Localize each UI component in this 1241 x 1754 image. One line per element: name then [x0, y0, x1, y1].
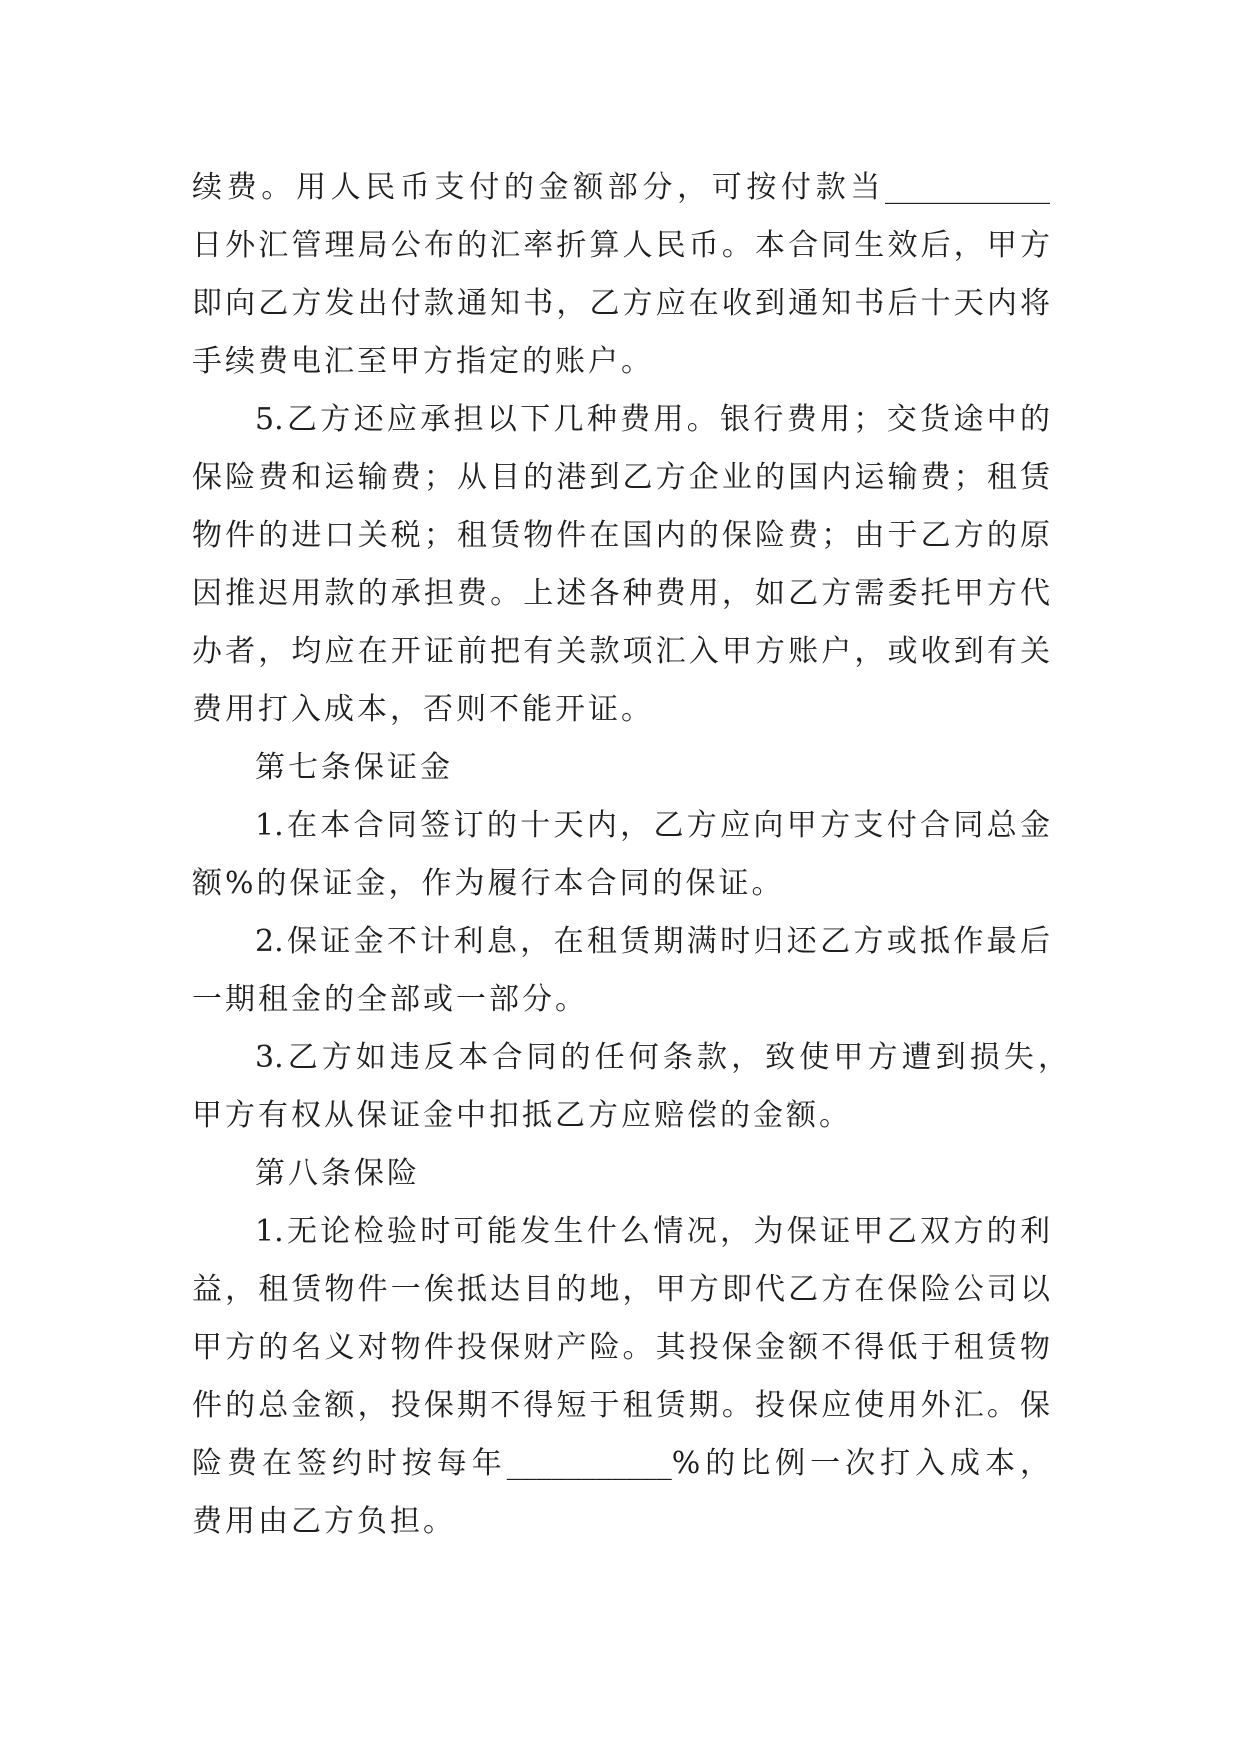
text-line: 1.在本合同签订的十天内，乙方应向甲方支付合同总金 — [255, 808, 1050, 843]
text-line: 2.保证金不计利息，在租赁期满时归还乙方或抵作最后 — [255, 924, 1050, 959]
text-line: 续费。用人民币支付的金额部分，可按付款当___________ — [192, 170, 1050, 205]
text-line: 一期租金的全部或一部分。 — [192, 982, 588, 1017]
text-line: 件的总金额，投保期不得短于租赁期。投保应使用外汇。保 — [192, 1388, 1050, 1423]
text-line: 办者，均应在开证前把有关款项汇入甲方账户，或收到有关 — [192, 634, 1050, 669]
section-heading: 第七条保证金 — [255, 750, 453, 785]
text-line: 险费在签约时按每年___________%的比例一次打入成本， — [192, 1446, 1050, 1481]
text-line: 甲方的名义对物件投保财产险。其投保金额不得低于租赁物 — [192, 1330, 1050, 1365]
paragraph-fee-payment-continued — [192, 159, 1050, 391]
text-line: 益，租赁物件一俟抵达目的地，甲方即代乙方在保险公司以 — [192, 1272, 1050, 1307]
text-line: 物件的进口关税；租赁物件在国内的保险费；由于乙方的原 — [192, 518, 1050, 553]
paragraph-clause-5 — [192, 391, 1050, 739]
text-line: 甲方有权从保证金中扣抵乙方应赔偿的金额。 — [192, 1098, 852, 1133]
text-line: 因推迟用款的承担费。上述各种费用，如乙方需委托甲方代 — [192, 576, 1050, 611]
text-line: 手续费电汇至甲方指定的账户。 — [192, 344, 654, 379]
paragraph-article-8-clause-1 — [192, 1203, 1050, 1551]
text-line: 保险费和运输费；从目的港到乙方企业的国内运输费；租赁 — [192, 460, 1050, 495]
document-body — [192, 159, 1068, 1551]
text-line: 5.乙方还应承担以下几种费用。银行费用；交货途中的 — [255, 402, 1050, 437]
section-heading-article-8 — [192, 1145, 1050, 1203]
paragraph-article-7-clause-1 — [192, 797, 1050, 913]
text-line: 3.乙方如违反本合同的任何条款，致使甲方遭到损失， — [255, 1040, 1068, 1075]
paragraph-article-7-clause-3 — [192, 1029, 1068, 1145]
text-line: 费用由乙方负担。 — [192, 1504, 456, 1539]
text-line: 日外汇管理局公布的汇率折算人民币。本合同生效后，甲方 — [192, 228, 1050, 263]
text-line: 费用打入成本，否则不能开证。 — [192, 692, 654, 727]
text-line: 1.无论检验时可能发生什么情况，为保证甲乙双方的利 — [255, 1214, 1050, 1249]
section-heading-article-7 — [192, 739, 1050, 797]
paragraph-article-7-clause-2 — [192, 913, 1050, 1029]
text-line: 即向乙方发出付款通知书，乙方应在收到通知书后十天内将 — [192, 286, 1050, 321]
section-heading: 第八条保险 — [255, 1156, 420, 1191]
text-line: 额%的保证金，作为履行本合同的保证。 — [192, 866, 785, 901]
